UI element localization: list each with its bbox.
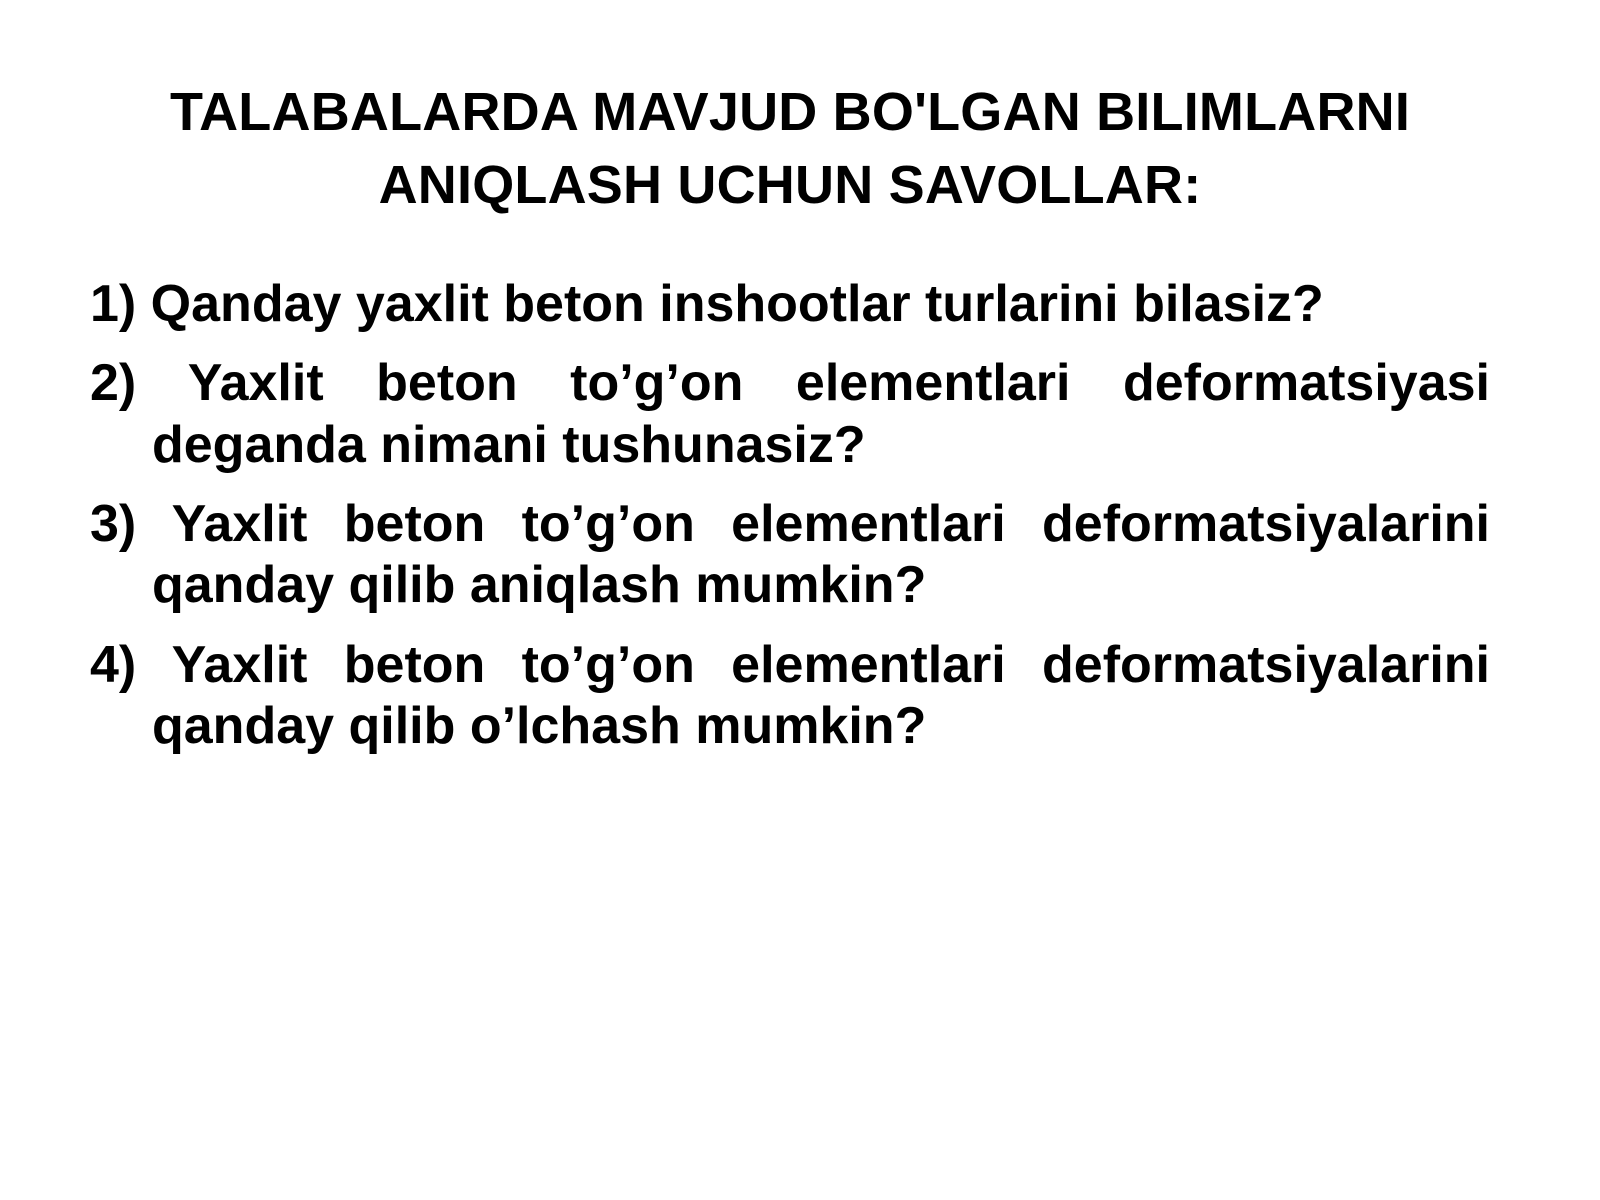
list-item: 4) Yaxlit beton to’g’on elementlari deformatsiyalarini qanday qilib o’lchash mumkin? bbox=[90, 635, 1490, 755]
list-item: 3) Yaxlit beton to’g’on elementlari deformatsiyalarini qanday qilib aniqlash mumkin? bbox=[90, 494, 1490, 615]
list-item: 1) Qanday yaxlit beton inshootlar turlarini bilasiz? bbox=[90, 274, 1324, 333]
page-title: TALABALARDA MAVJUD BO'LGAN BILIMLARNI ANIQLASH UCHUN SAVOLLAR: bbox=[169, 82, 1411, 215]
list-item: 2) Yaxlit beton to’g’on elementlari deformatsiyasi deganda nimani tushunasiz? bbox=[90, 354, 1490, 474]
questions-list bbox=[90, 274, 1490, 758]
